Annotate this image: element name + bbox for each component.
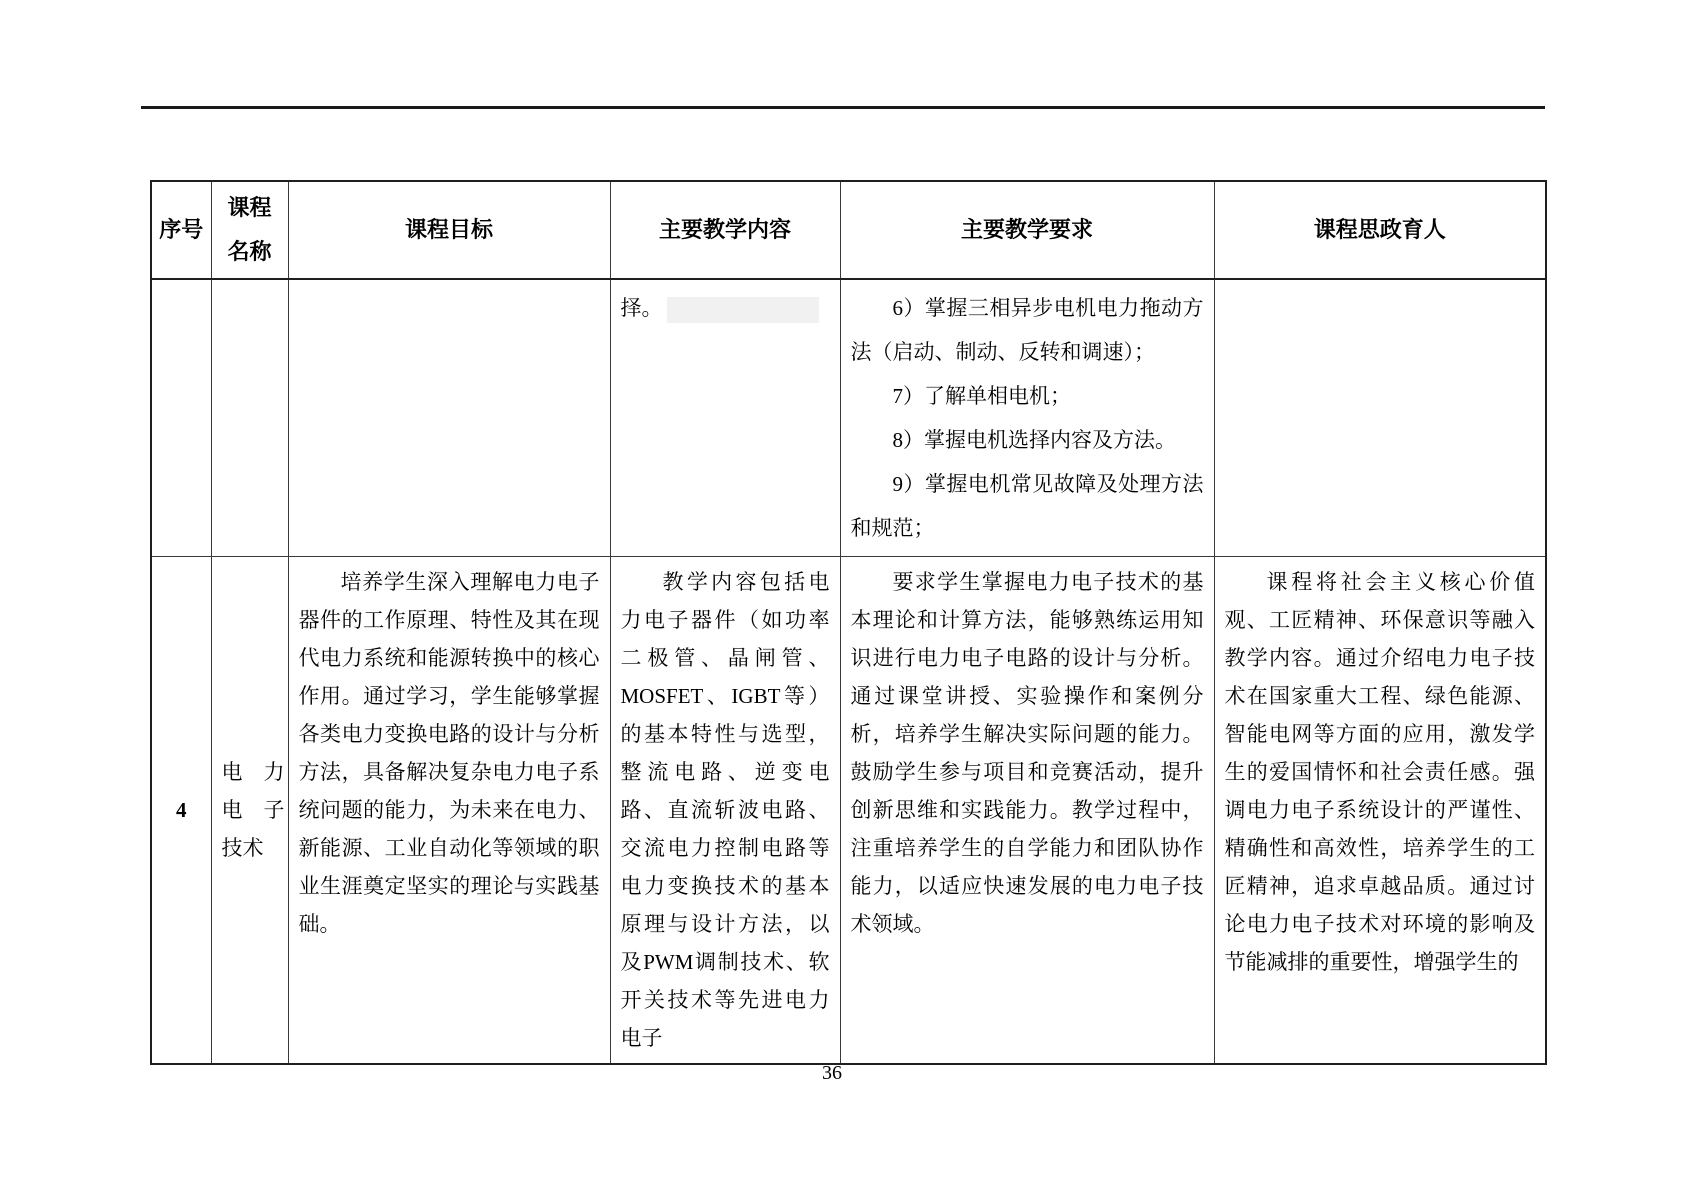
column-header-ideology: 课程思政育人 [1214, 181, 1546, 279]
goal-cell [288, 557, 610, 1065]
table-header-row [151, 181, 1546, 279]
seq-cell: 4 [151, 557, 211, 1065]
column-header-goal: 课程目标 [288, 181, 610, 279]
table-row-course-4 [151, 557, 1546, 1065]
content-continuation-text: 择。 [620, 296, 663, 320]
ideology-cell-empty [1214, 279, 1546, 557]
column-header-course-name-label: 课程名称 [227, 195, 272, 264]
course-name-cell-empty [211, 279, 288, 557]
column-header-content: 主要教学内容 [610, 181, 840, 279]
requirement-item: 7）了解单相电机； [892, 384, 1071, 408]
page-number: 36 [822, 1062, 842, 1084]
goal-paragraph: 培养学生深入理解电力电子器件的工作原理、特性及其在现代电力系统和能源转换中的核心作用。通过学习，学生能够掌握各类电力变换电路的设计与分析方法，具备解决复杂电力电子系统问题的能力，为未来在电力、新能源、工业自动化等领域的职业生涯奠定坚实的理论与实践基础。 [298, 570, 600, 936]
highlight-artifact [667, 297, 819, 323]
requirement-item: 8）掌握电机选择内容及方法。 [892, 428, 1176, 452]
course-name-line: 电 力 [221, 760, 285, 784]
ideology-paragraph: 课程将社会主义核心价值观、工匠精神、环保意识等融入教学内容。通过介绍电力电子技术在国家重大工程、绿色能源、智能电网等方面的应用，激发学生的爱国情怀和社会责任感。强调电力电子系统设计的严谨性、精确性和高效性，培养学生的工匠精神，追求卓越品质。通过讨论电力电子技术对环境的影响及节能减排的重要性，增强学生的 [1224, 570, 1535, 974]
course-syllabus-table [150, 180, 1547, 1065]
seq-cell-empty [151, 279, 211, 557]
header-rule [141, 106, 1545, 109]
content-cell [610, 557, 840, 1065]
requirement-item: 6）掌握三相异步电机电力拖动方法（启动、制动、反转和调速）； [850, 296, 1204, 364]
course-name-line: 电 子 [221, 798, 285, 822]
requirements-cell [840, 557, 1214, 1065]
requirements-paragraph: 要求学生掌握电力电子技术的基本理论和计算方法，能够熟练运用知识进行电力电子电路的设计与分析。通过课堂讲授、实验操作和案例分析，培养学生解决实际问题的能力。鼓励学生参与项目和竞赛活动，提升创新思维和实践能力。教学过程中，注重培养学生的自学能力和团队协作能力，以适应快速发展的电力电子技术领域。 [850, 570, 1204, 936]
column-header-course-name [211, 181, 288, 279]
content-paragraph: 教学内容包括电力电子器件（如功率二极管、晶闸管、MOSFET、IGBT等）的基本特性与选型，整流电路、逆变电路、直流斩波电路、交流电力控制电路等电力变换技术的基本原理与设计方法，以及PWM调制技术、软开关技术等先进电力电子 [620, 570, 830, 1050]
ideology-cell [1214, 557, 1546, 1065]
column-header-seq [151, 181, 211, 279]
course-name-line: 技术 [221, 836, 264, 860]
column-header-seq-label: 序号 [159, 217, 204, 242]
requirement-item: 9）掌握电机常见故障及处理方法和规范； [850, 472, 1204, 540]
goal-cell-empty [288, 279, 610, 557]
course-name-cell [211, 557, 288, 1065]
content-cell-continuation [610, 279, 840, 557]
requirements-cell-continuation [840, 279, 1214, 557]
column-header-requirements: 主要教学要求 [840, 181, 1214, 279]
table-row-continuation [151, 279, 1546, 557]
course-name-lines [221, 753, 285, 867]
